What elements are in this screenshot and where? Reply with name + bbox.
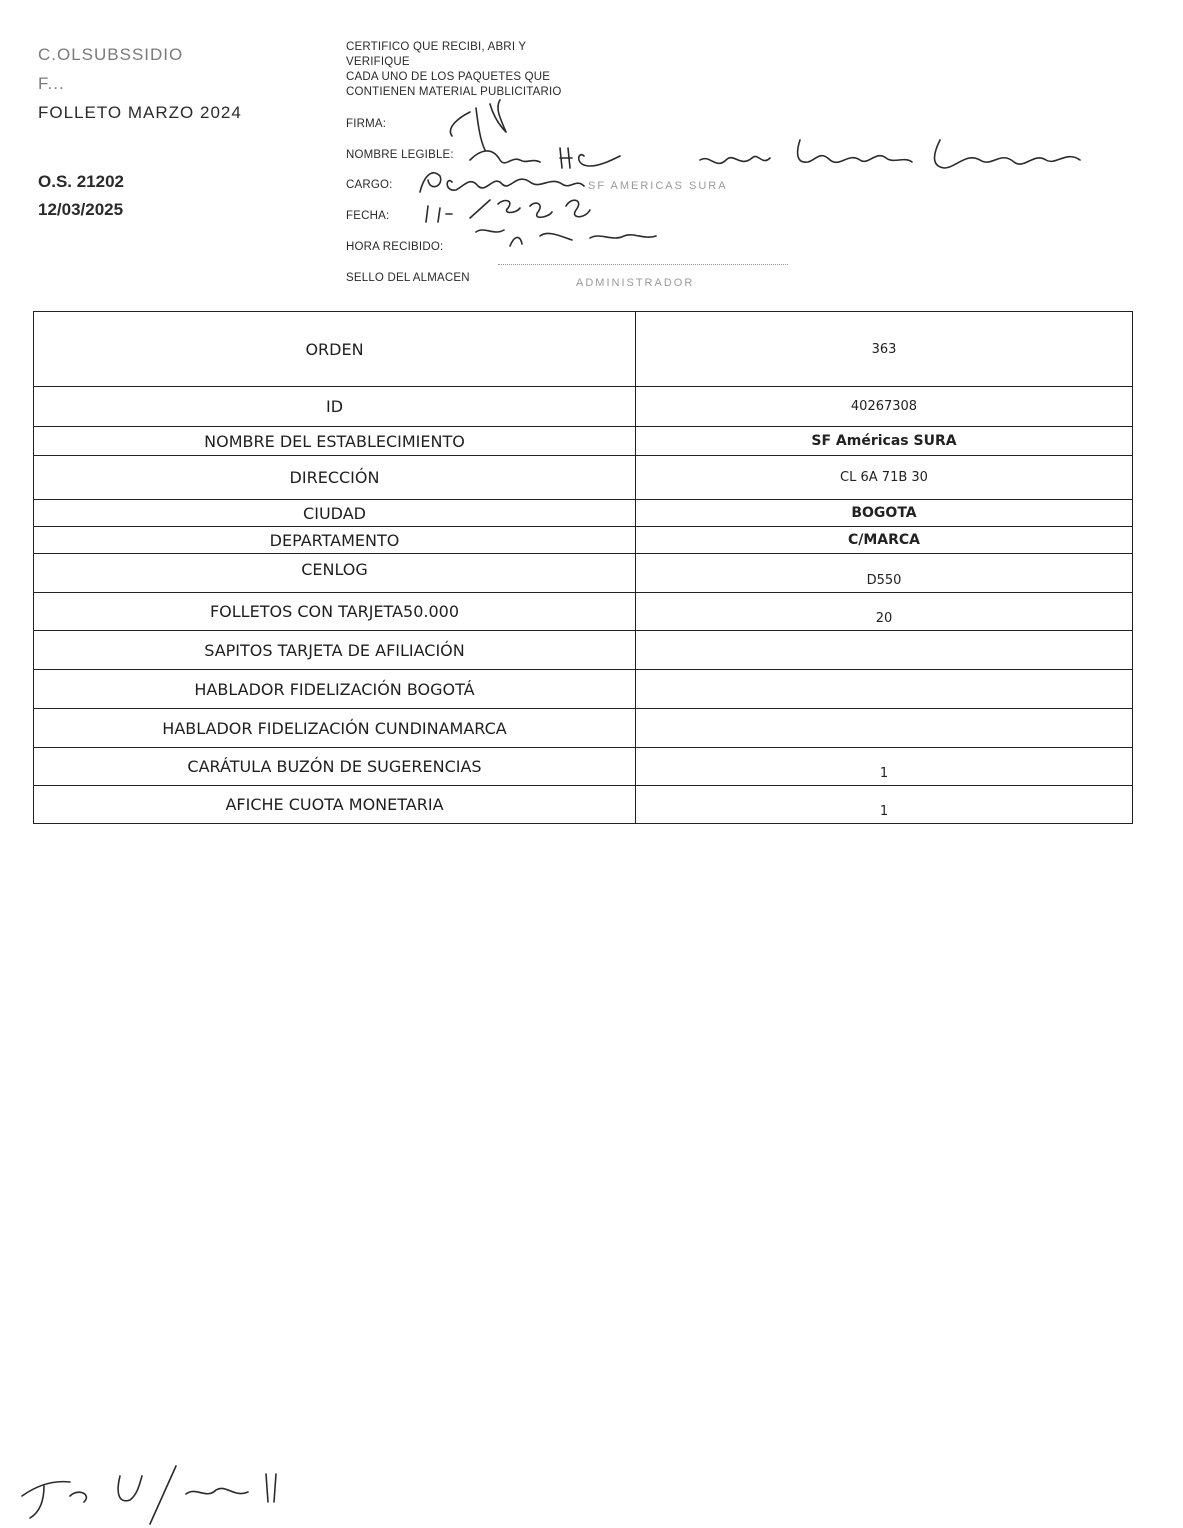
certificate-line: VERIFIQUE — [346, 56, 410, 68]
table-row — [34, 554, 1133, 593]
row-label: CENLOG — [34, 554, 636, 593]
row-value — [636, 631, 1133, 670]
header-company: C.OLSUBSSIDIO — [38, 45, 184, 64]
table-row — [34, 427, 1133, 456]
signature-firma — [450, 100, 506, 150]
row-label: NOMBRE DEL ESTABLECIMIENTO — [34, 427, 636, 456]
row-value: 40267308 — [636, 387, 1133, 427]
header-campaign: FOLLETO MARZO 2024 — [38, 103, 242, 122]
table-row — [34, 500, 1133, 527]
row-label: SAPITOS TARJETA DE AFILIACIÓN — [34, 631, 636, 670]
row-value: SF Américas SURA — [636, 427, 1133, 456]
sello-label: SELLO DEL ALMACEN — [346, 272, 470, 284]
table-row — [34, 748, 1133, 786]
row-value: 1 — [636, 748, 1133, 786]
handwriting-nombre-2 — [700, 140, 912, 163]
table-row — [34, 456, 1133, 500]
cargo-label: CARGO: — [346, 179, 393, 191]
service-order-number: O.S. 21202 — [38, 172, 125, 191]
row-value: 1 — [636, 786, 1133, 824]
hora-label: HORA RECIBIDO: — [346, 241, 444, 253]
header-line-2: F... — [38, 74, 65, 93]
row-value: CL 6A 71B 30 — [636, 456, 1133, 500]
fecha-label: FECHA: — [346, 210, 390, 222]
table-row — [34, 709, 1133, 748]
row-label: CIUDAD — [34, 500, 636, 527]
table-row — [34, 593, 1133, 631]
row-label: AFICHE CUOTA MONETARIA — [34, 786, 636, 824]
row-label: HABLADOR FIDELIZACIÓN CUNDINAMARCA — [34, 709, 636, 748]
order-table — [33, 311, 1133, 824]
stamp-role: ADMINISTRADOR — [576, 277, 695, 289]
row-label: ORDEN — [34, 312, 636, 387]
signature-bottom — [22, 1466, 276, 1524]
handwriting-fecha — [426, 200, 590, 222]
stamp-store-name: SF AMERICAS SURA — [588, 180, 728, 192]
row-value: 363 — [636, 312, 1133, 387]
row-label: DIRECCIÓN — [34, 456, 636, 500]
row-label: CARÁTULA BUZÓN DE SUGERENCIAS — [34, 748, 636, 786]
row-value — [636, 709, 1133, 748]
row-value: C/MARCA — [636, 527, 1133, 554]
service-order-date: 12/03/2025 — [38, 200, 124, 219]
row-value: 20 — [636, 593, 1133, 631]
row-label: ID — [34, 387, 636, 427]
table-row — [34, 670, 1133, 709]
table-row — [34, 527, 1133, 554]
handwriting-cargo — [420, 173, 584, 192]
certificate-line: CERTIFICO QUE RECIBI, ABRI Y — [346, 41, 527, 53]
row-value: BOGOTA — [636, 500, 1133, 527]
firma-label: FIRMA: — [346, 118, 387, 130]
handwriting-nombre — [470, 148, 620, 168]
row-label: HABLADOR FIDELIZACIÓN BOGOTÁ — [34, 670, 636, 709]
table-row — [34, 631, 1133, 670]
row-label: DEPARTAMENTO — [34, 527, 636, 554]
table-row — [34, 387, 1133, 427]
certificate-line: CADA UNO DE LOS PAQUETES QUE — [346, 71, 551, 83]
certificate-line: CONTIENEN MATERIAL PUBLICITARIO — [346, 86, 562, 98]
row-value — [636, 670, 1133, 709]
handwriting-nombre-3 — [935, 140, 1081, 168]
nombre-label: NOMBRE LEGIBLE: — [346, 149, 454, 161]
row-label: FOLLETOS CON TARJETA50.000 — [34, 593, 636, 631]
table-row — [34, 786, 1133, 824]
row-value: D550 — [636, 554, 1133, 593]
table-row — [34, 312, 1133, 387]
handwriting-hora — [476, 230, 656, 246]
